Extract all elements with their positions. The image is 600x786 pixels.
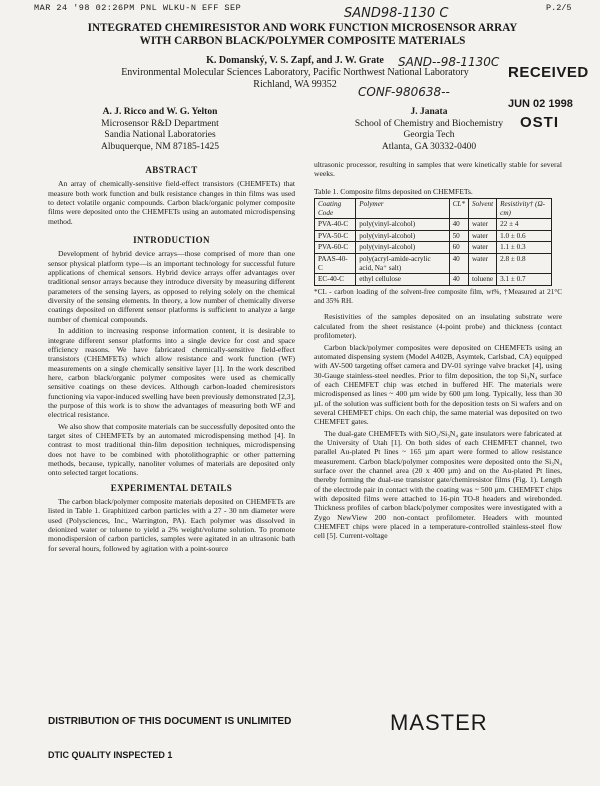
received-date: JUN 02 1998: [508, 98, 573, 110]
experimental-paragraph-1: The carbon black/polymer composite materials deposited on CHEMFETs are listed in Table 1. Graphitized carbon particles with a 27 - 30 nm diameter were used (Polysciences, Inc., Warrington, PA). Each polymer was dissolved in deionized water or toluene to yield a 2% weight/volume solution. To promote monodispersion of carbon particles, samples were agitated in an ultrasonic bath for several hours, followed by agitation with a point-source: [48, 497, 295, 553]
handwritten-conf-number: CONF-980638--: [358, 85, 450, 99]
author-names: K. Domanský, V. S. Zapf, and J. W. Grate: [206, 55, 384, 66]
deposition-paragraph: Carbon black/polymer composites were deposited on CHEMFETs using an automated dispensing system (Model A402B, Asymtek, Carlsbad, CA) equipped with AV-500 targeting offset camera and DV-01 syringe valve bracket [4], using 30-Gauge stainless-steel needles. Prior to film deposition, the top Si₃N₄ surface of each CHEMFET chip was etched in buffered HF. The materials were microdispensed as lines ~ 400 µm wide by 600 µm long. Typically, less than 30 µL of the solution was sufficient both for the deposition tests on Si wafers and on several CHEMFET chips. On each chip, the same material was deposited on two CHEMFET gates.: [314, 342, 562, 427]
experimental-heading: EXPERIMENTAL DETAILS: [110, 482, 233, 493]
table-row: EC-40-C ethyl cellulose 40 toluene 3.1 ± 0.7: [315, 274, 552, 286]
quality-inspection-note: DTIC QUALITY INSPECTED 1: [48, 750, 173, 760]
experimental-continuation: ultrasonic processor, resulting in samples that were kinetically stable for several weeks.: [314, 160, 562, 179]
chemfet-paragraph: The dual-gate CHEMFETs with SiO₂/Si₃N₄ gate insulators were fabricated at the University of Utah [1]. On both sides of each CHEMFET channel, two parallel Au-plated Pt lines ~ 165 µm apart were formed to allow resistance measurement. Carbon black/polymer composites were deposited onto the Si₃N₄ surface over the channel area (20 x 400 µm) and on the Au-plated Pt lines, thereby forming the dual-use transistor gate/chemiresistor films (Fig. 1). Length of the electrode pair in contact with the coating was ~ 500 µm. CHEMFET chips with deposited films were attached to 16-pin TO-8 headers and wirebonded. Thickness profiles of carbon black/polymer composites were investigated with a Zygo NewView 200 non-contact profilometer. Headers with mounted CHEMFET chips were placed in a temperature-controlled stainless-steel flow cell [5]. Current-voltage: [314, 428, 562, 541]
author-address: Richland, WA 99352: [253, 79, 337, 90]
paper-title: INTEGRATED CHEMIRESISTOR AND WORK FUNCTION MICROSENSOR ARRAY WITH CARBON BLACK/POLYMER COMPOSITE MATERIALS: [87, 22, 518, 47]
table-row: PAAS-40-C poly(acryl-amide-acrylic acid, Na⁺ salt) 40 water 2.8 ± 0.8: [315, 254, 552, 274]
intro-paragraph-3: We also show that composite materials can be successfully deposited onto the target sites of CHEMFETs by an automated microdispensing method [4]. In contrast to most traditional thin-film deposition techniques, microdispensing does not have to be combined with photolithographic or other patterning methods, because, typically, nanoliter volumes of materials are deposited only onto selected target locations.: [48, 421, 295, 478]
table-header-row: Coating Code Polymer CL* Solvent Resistivity† (Ω-cm): [315, 199, 552, 219]
introduction-heading: INTRODUCTION: [133, 235, 210, 246]
abstract-heading: ABSTRACT: [145, 165, 198, 175]
distribution-statement: DISTRIBUTION OF THIS DOCUMENT IS UNLIMITED: [48, 716, 292, 727]
abstract-text: An array of chemically-sensitive field-effect transistors (CHEMFETs) that measure both work function and bulk resistance changes in thin films was used to detect volatile organic compounds. Carbon black/organic polymer composite films were deposited onto the CHEMFETs using an automated microdispensing method.: [48, 179, 295, 226]
fax-page-number: P.2/5: [546, 3, 572, 13]
fax-header: MAR 24 '98 02:26PM PNL WLKU-N EFF SEP: [34, 3, 242, 13]
resistivity-paragraph: Resistivities of the samples deposited on an insulating substrate were calculated from the sheet resistance (4-point probe) and thickness (contact profilometer).: [314, 312, 562, 341]
intro-paragraph-1: Development of hybrid device arrays—those comprised of more than one sensor physical platform type—is an important technology for successful future applications of chemical sensors. Hybrid device arrays offer advantages over traditional sensor arrays because they introduce diversity by measuring different parameters of the sensing layers, as opposed to relying solely on the chemical diversity of the sensing elements. In theory, a low number of chemically diverse coatings deposited on different sensor platforms is sufficient to analyze a large number of chemical compounds.: [48, 249, 295, 324]
master-stamp: MASTER: [390, 710, 488, 735]
table-row: PVA-40-C poly(vinyl-alcohol) 40 water 22 ± 4: [315, 219, 552, 231]
table-row: PVA-50-C poly(vinyl-alcohol) 50 water 1.0 ± 0.6: [315, 230, 552, 242]
table-footnote: *CL - carbon loading of the solvent-free composite film, wt%, †Measured at 21°C and 35% RH.: [314, 287, 562, 306]
author-affiliation: Environmental Molecular Sciences Laboratory, Pacific Northwest National Laboratory: [121, 67, 469, 78]
right-column: [314, 160, 562, 543]
received-stamp: RECEIVED: [508, 64, 589, 81]
composite-films-table: [314, 198, 552, 286]
table-row: PVA-60-C poly(vinyl-alcohol) 60 water 1.1 ± 0.3: [315, 242, 552, 254]
handwritten-report-number-right: SAND--98-1130C: [398, 55, 500, 69]
intro-paragraph-2: In addition to increasing response information content, it is desirable to integrate different sensor platforms into a single device for cost and space efficiency reasons. We have fabricated chemically-sensitive field-effect transistors (CHEMFETs) which allow resistance and work function (WF) measurements on a single chemically sensitive layer [1]. In the work described here, carbon black/organic polymer composites were used as chemically sensitive coatings on these devices. Although carbon-loaded chemiresistors functioning via vapor-induced swelling have been previously demonstrated [2,3], the purpose of this work is to show the advantages of measuring both WF and electrical resistance.: [48, 326, 295, 420]
table-caption: Table 1. Composite films deposited on CHEMFETs.: [314, 186, 473, 196]
osti-stamp: OSTI: [520, 114, 560, 131]
authors-right: J. Janata School of Chemistry and Biochemistry Georgia Tech Atlanta, GA 30332-0400: [354, 107, 504, 152]
left-column: [48, 160, 295, 555]
authors-block: [60, 55, 530, 91]
handwritten-report-number: SAND98-1130 C: [344, 6, 449, 21]
authors-left: A. J. Ricco and W. G. Yelton Microsensor R&D Department Sandia National Laboratories Albuquerque, NM 87185-1425: [101, 107, 219, 152]
